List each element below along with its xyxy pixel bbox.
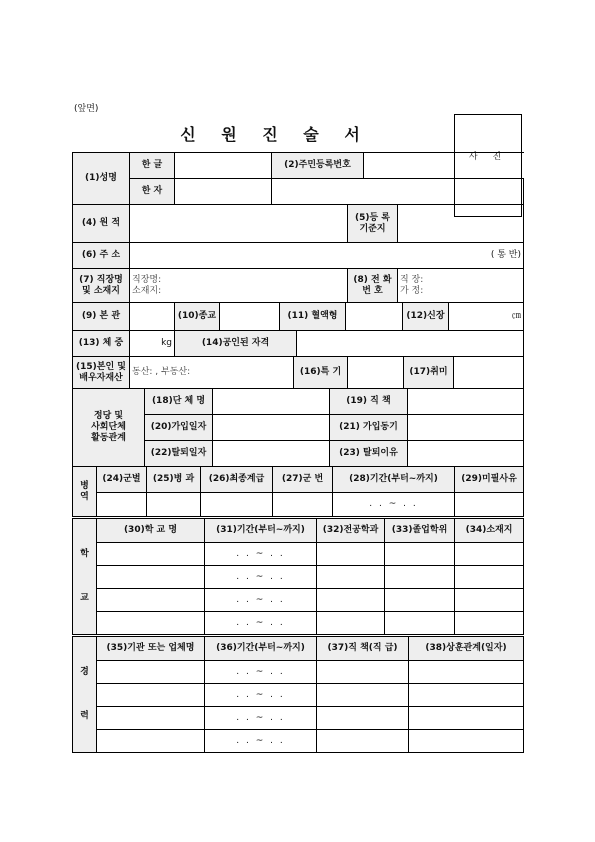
hobby-field[interactable] [454, 357, 524, 389]
personal-info-table [72, 152, 524, 205]
career-position-field[interactable] [317, 730, 409, 753]
school-table [72, 518, 524, 635]
registry-label: (5)등 록 기준지 [348, 205, 398, 243]
career-award-field[interactable] [409, 707, 524, 730]
hanja-label: 한 자 [130, 179, 175, 205]
school-location-field[interactable] [455, 612, 524, 635]
bongwan-field[interactable] [130, 303, 175, 331]
mil-header-5: (29)미필사유 [455, 467, 524, 493]
address-field[interactable] [130, 243, 524, 269]
career-position-field[interactable] [317, 661, 409, 684]
mil-period-field[interactable]: . . ~ . . [333, 493, 455, 517]
rrn-label: (2)주민등록번호 [272, 153, 364, 179]
career-org-field[interactable] [97, 661, 205, 684]
school-major-field[interactable] [317, 589, 385, 612]
join-motive-field[interactable] [408, 415, 524, 441]
school-major-field[interactable] [317, 612, 385, 635]
school-name-field[interactable] [97, 543, 205, 566]
bongwan-label: (9) 본 관 [73, 303, 130, 331]
school-row [73, 612, 524, 635]
assets-field[interactable]: 동산: , 부동산: [130, 357, 294, 389]
career-table [72, 636, 524, 753]
assets-label: (15)본인 및 배우자재산 [73, 357, 130, 389]
career-org-field[interactable] [97, 684, 205, 707]
career-row [73, 707, 524, 730]
rrn-field[interactable] [364, 153, 524, 179]
assets-table [72, 356, 524, 389]
hobby-label: (17)취미 [404, 357, 454, 389]
school-header-4: (34)소재지 [455, 519, 524, 543]
hanja-name-field[interactable] [175, 179, 272, 205]
blood-field[interactable] [346, 303, 403, 331]
org-name-label: (18)단 체 명 [145, 389, 213, 415]
specialty-field[interactable] [348, 357, 404, 389]
party-group-label: 정당 및 사회단체 활동관계 [73, 389, 145, 467]
phone-label: (8) 전 화 번 호 [348, 269, 398, 303]
school-name-field[interactable] [97, 612, 205, 635]
height-unit: ㎝ [511, 311, 521, 321]
career-row [73, 730, 524, 753]
career-header-2: (37)직 책(직 급) [317, 637, 409, 661]
school-major-field[interactable] [317, 543, 385, 566]
job-label: (7) 직장명 및 소재지 [73, 269, 130, 303]
height-label: (12)신장 [403, 303, 449, 331]
school-row [73, 589, 524, 612]
address-label: (6) 주 소 [73, 243, 130, 269]
school-label: 학 교 [73, 519, 97, 635]
school-name-field[interactable] [97, 566, 205, 589]
registry-field[interactable] [398, 205, 524, 243]
specialty-label: (16)특 기 [294, 357, 348, 389]
name-label: (1)성명 [73, 153, 130, 205]
org-name-field[interactable] [213, 389, 330, 415]
career-org-field[interactable] [97, 730, 205, 753]
school-degree-field[interactable] [385, 543, 455, 566]
career-award-field[interactable] [409, 684, 524, 707]
mil-header-3: (27)군 번 [273, 467, 333, 493]
career-row [73, 661, 524, 684]
tong-ban-label: ( 통 반) [490, 250, 521, 260]
school-header-3: (33)졸업학위 [385, 519, 455, 543]
school-degree-field[interactable] [385, 566, 455, 589]
mil-header-0: (24)군별 [97, 467, 147, 493]
school-period-field[interactable]: . . ~ . . [205, 612, 317, 635]
leave-reason-label: (23) 탈퇴이유 [330, 441, 408, 467]
leave-reason-field[interactable] [408, 441, 524, 467]
detail-table [72, 302, 524, 331]
blood-label: (11) 혈액형 [280, 303, 346, 331]
position-field[interactable] [408, 389, 524, 415]
career-header-0: (35)기관 또는 업체명 [97, 637, 205, 661]
job-table [72, 268, 524, 303]
origin-field[interactable] [130, 205, 348, 243]
career-position-field[interactable] [317, 684, 409, 707]
school-location-field[interactable] [455, 543, 524, 566]
mil-header-2: (26)최종계급 [201, 467, 273, 493]
career-award-field[interactable] [409, 661, 524, 684]
military-label: 병 역 [73, 467, 97, 517]
school-period-field[interactable]: . . ~ . . [205, 566, 317, 589]
leave-date-label: (22)탈퇴일자 [145, 441, 213, 467]
weight-table [72, 330, 524, 357]
career-header-3: (38)상훈관계(일자) [409, 637, 524, 661]
mil-number-field[interactable] [273, 493, 333, 517]
school-degree-field[interactable] [385, 612, 455, 635]
career-period-field[interactable]: . . ~ . . [205, 684, 317, 707]
career-position-field[interactable] [317, 707, 409, 730]
hangul-label: 한 글 [130, 153, 175, 179]
height-field[interactable] [449, 303, 524, 331]
join-date-label: (20)가입일자 [145, 415, 213, 441]
origin-table [72, 204, 524, 269]
party-activity-table [72, 388, 524, 467]
career-org-field[interactable] [97, 707, 205, 730]
phone-field[interactable]: 직 장: 가 정: [398, 269, 524, 303]
mil-header-1: (25)병 과 [147, 467, 201, 493]
cert-field[interactable] [297, 331, 524, 357]
school-degree-field[interactable] [385, 589, 455, 612]
career-period-field[interactable]: . . ~ . . [205, 730, 317, 753]
school-name-field[interactable] [97, 589, 205, 612]
join-date-field[interactable] [213, 415, 330, 441]
school-row [73, 543, 524, 566]
mil-specialty-field[interactable] [147, 493, 201, 517]
school-major-field[interactable] [317, 566, 385, 589]
mil-branch-field[interactable] [97, 493, 147, 517]
religion-field[interactable] [220, 303, 280, 331]
school-header-0: (30)학 교 명 [97, 519, 205, 543]
career-row [73, 684, 524, 707]
school-row [73, 566, 524, 589]
weight-field[interactable] [130, 331, 175, 357]
leave-date-field[interactable] [213, 441, 330, 467]
position-label: (19) 직 책 [330, 389, 408, 415]
weight-label: (13) 체 중 [73, 331, 130, 357]
school-location-field[interactable] [455, 566, 524, 589]
career-header-1: (36)기간(부터~까지) [205, 637, 317, 661]
mil-header-4: (28)기간(부터~까지) [333, 467, 455, 493]
form-title: 신 원 진 술 서 [180, 125, 370, 144]
school-header-2: (32)전공학과 [317, 519, 385, 543]
mil-exempt-field[interactable] [455, 493, 524, 517]
career-period-field[interactable]: . . ~ . . [205, 707, 317, 730]
career-period-field[interactable]: . . ~ . . [205, 661, 317, 684]
school-location-field[interactable] [455, 589, 524, 612]
mil-rank-field[interactable] [201, 493, 273, 517]
school-period-field[interactable]: . . ~ . . [205, 543, 317, 566]
job-field[interactable]: 직장명: 소재지: [130, 269, 348, 303]
school-header-1: (31)기간(부터~까지) [205, 519, 317, 543]
military-table [72, 466, 524, 517]
hanja-extra-field[interactable] [272, 179, 524, 205]
front-side-label: (앞면) [74, 104, 99, 114]
join-motive-label: (21) 가입동기 [330, 415, 408, 441]
career-award-field[interactable] [409, 730, 524, 753]
hangul-name-field[interactable] [175, 153, 272, 179]
school-period-field[interactable]: . . ~ . . [205, 589, 317, 612]
religion-label: (10)종교 [175, 303, 220, 331]
origin-label: (4) 원 적 [73, 205, 130, 243]
weight-unit: kg [161, 338, 172, 348]
cert-label: (14)공인된 자격 [175, 331, 297, 357]
career-label: 경 력 [73, 637, 97, 753]
photo-label: 사 진 [468, 152, 508, 162]
